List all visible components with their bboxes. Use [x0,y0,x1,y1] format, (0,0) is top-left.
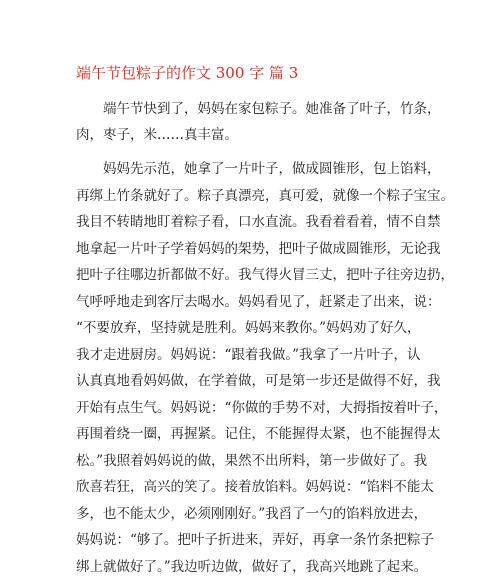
paragraph-line: 再绑上竹条就好了。粽子真漂亮，真可爱，就像一个粽子宝宝。 [76,188,454,204]
document-title: 端午节包粽子的作文 300 字 篇 3 [76,64,299,82]
paragraph-line: 妈妈先示范，她拿了一片叶子，做成圆锥形，包上馅料， [103,161,441,177]
paragraph-line: 多，也不能太少，必须刚刚好。”我舀了一勺的馅料放进去， [76,506,428,522]
paragraph-line: 肉，枣子，米……真丰富。 [76,127,238,143]
paragraph-line: 地拿起一片叶子学着妈妈的架势，把叶子做成圆锥形，无论我 [76,241,441,257]
paragraph-line: “不要放弃，坚持就是胜利。妈妈来教你。”妈妈劝了好久， [76,320,421,336]
paragraph-line: 妈妈说：“够了。把叶子折进来，弄好，再拿一条竹条把粽子 [76,532,434,548]
paragraph-line: 把叶子往哪边折都做不好。我气得火冒三丈，把叶子往旁边扔， [76,267,454,283]
paragraph-line: 开始有点生气。妈妈说：“你做的手势不对，大拇指按着叶子， [76,400,448,416]
paragraph-line: 端午节快到了，妈妈在家包粽子。她准备了叶子，竹条， [103,101,441,117]
paragraph-line: 认真真地看妈妈做，在学着做，可是第一步还是做得不好，我 [76,373,441,389]
paragraph-line: 欣喜若狂，高兴的笑了。接着放馅料。妈妈说：“馅料不能太 [76,479,434,495]
paragraph-line: 绑上就做好了。”我边听边做，做好了，我高兴地跳了起来。 [76,559,428,575]
paragraph-line: 再围着绕一圈，再握紧。记住，不能握得太紧，也不能握得太 [76,426,441,442]
paragraph-line: 气呼呼地走到客厅去喝水。妈妈看见了，赶紧走了出来，说： [76,294,441,310]
paragraph-line: 我目不转睛地盯着粽子看，口水直流。我看着看着，情不自禁 [76,214,441,230]
paragraph-line: 松。”我照着妈妈说的做，果然不出所料，第一步做好了。我 [76,453,428,469]
paragraph-line: 我才走进厨房。妈妈说：“跟着我做。”我拿了一片叶子，认 [76,347,421,363]
